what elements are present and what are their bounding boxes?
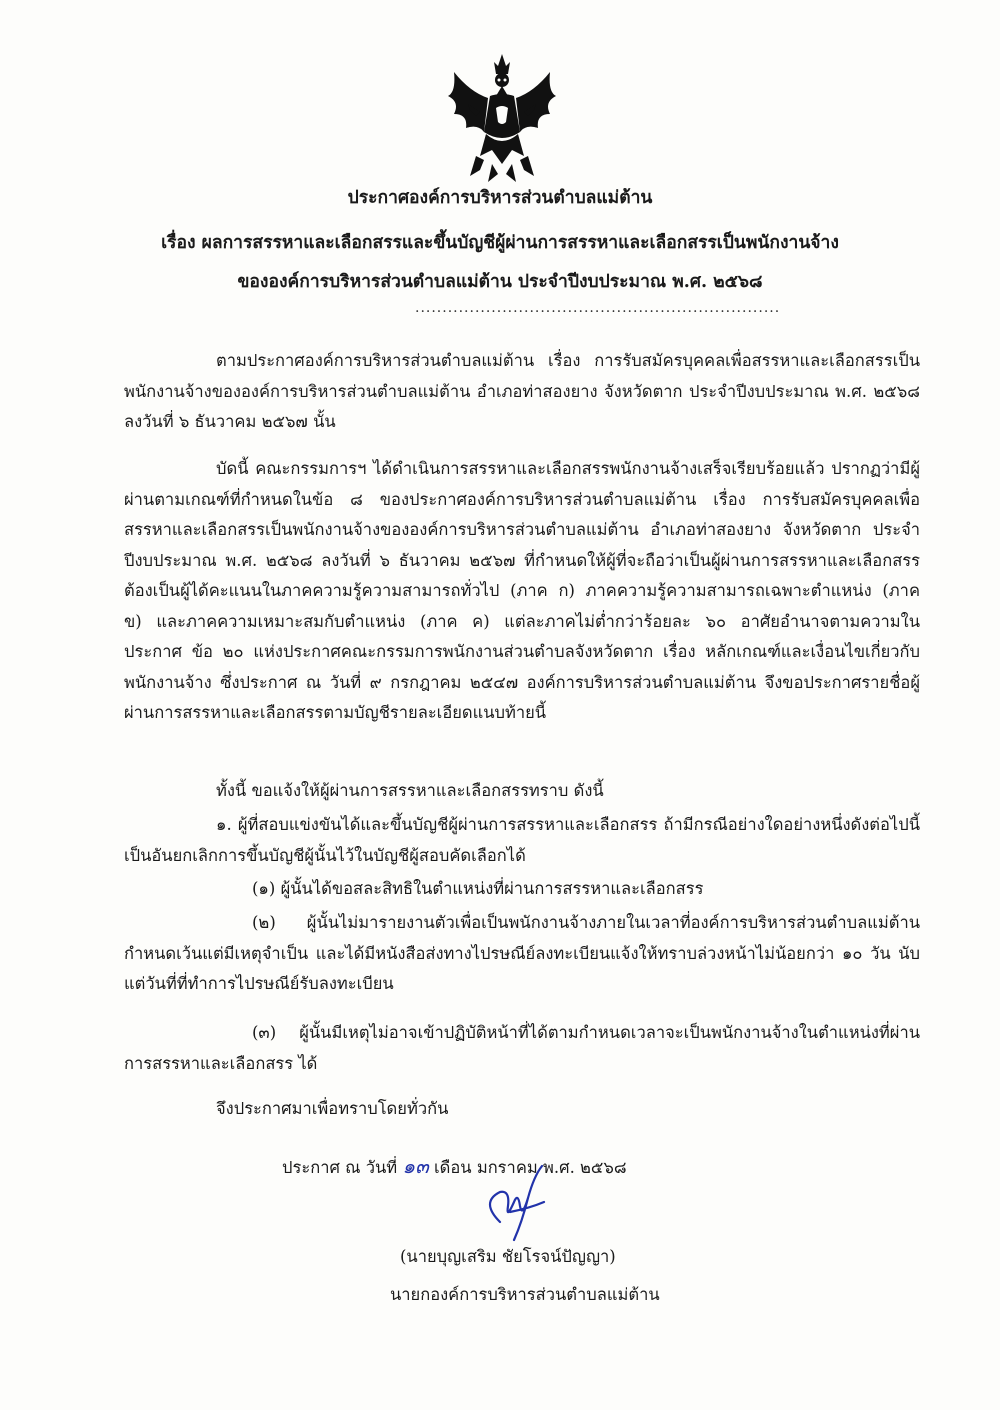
announcement-subject-line2: ขององค์การบริหารส่วนตำบลแม่ต้าน ประจำปีงบประมาณ พ.ศ. ๒๕๖๘ (237, 272, 763, 292)
garuda-emblem-icon (440, 52, 564, 184)
closing-text: จึงประกาศมาเพื่อทราบโดยทั่วกัน (216, 1099, 449, 1118)
paragraph-result: บัดนี้ คณะกรรมการฯ ได้ดำเนินการสรรหาและเลือกสรรพนักงานจ้างเสร็จเรียบร้อยแล้ว ปรากฏว่ามีผู้ผ่านตามเกณฑ์ที่กำหนดในข้อ ๘ ของประกาศองค์การบริหารส่วนตำบลแม่ต้าน เรื่อง การรับสมัครบุคคลเพื่อสรรหาและเลือกสรรเป็นพนักงานจ้างขององค์การบริหารส่วนตำบลแม่ต้าน อำเภอท่าสองยาง จังหวัดตาก ประจำปีงบประมาณ พ.ศ. ๒๕๖๘ ลงวันที่ ๖ ธันวาคม ๒๕๖๗ ที่กำหนดให้ผู้ที่จะถือว่าเป็นผู้ผ่านการสรรหาและเลือกสรรต้องเป็นผู้ได้คะแนนในภาคความรู้ความสามารถทั่วไป (ภาค ก) ภาคความรู้ความสามารถเฉพาะตำแหน่ง (ภาค ข) และภาคความเหมาะสมกับตำแหน่ง (ภาค ค) แต่ละภาคไม่ต่ำกว่าร้อยละ ๖๐ อาศัยอำนาจตามความในประกาศ ข้อ ๒๐ แห่งประกาศคณะกรรมการพนักงานส่วนตำบลจังหวัดตาก เรื่อง หลักเกณฑ์และเงื่อนไขเกี่ยวกับพนักงานจ้าง ซึ่งประกาศ ณ วันที่ ๙ กรกฎาคม ๒๕๔๗ องค์การบริหารส่วนตำบลแม่ต้าน จึงขอประกาศรายชื่อผู้ผ่านการสรรหาและเลือกสรรตามบัญชีรายละเอียดแนบท้ายนี้ (124, 459, 920, 722)
signature-icon (470, 1162, 570, 1242)
dateline-day: ๑๓ (402, 1154, 429, 1178)
list-item: (๓) ผู้นั้นมีเหตุไม่อาจเข้าปฏิบัติหน้าที่ได้ตามกำหนดเวลาจะเป็นพนักงานจ้างในตำแหน่งที่ผ่านการสรรหาและเลือกสรร ได้ (124, 1023, 920, 1073)
dateline (282, 1150, 627, 1182)
signer-name: (นายบุญเสริม ชัยโรจน์ปัญญา) (400, 1247, 616, 1266)
list-item: (๒) ผู้นั้นไม่มารายงานตัวเพื่อเป็นพนักงานจ้างภายในเวลาที่องค์การบริหารส่วนตำบลแม่ต้านกำหนดเว้นแต่มีเหตุจำเป็น และได้มีหนังสือส่งทางไปรษณีย์ลงทะเบียนแจ้งให้ทราบล่วงหน้าไม่น้อยกว่า ๑๐ วัน นับแต่วันที่ที่ทำการไปรษณีย์รับลงทะเบียน (124, 913, 920, 993)
dateline-month: เดือน มกราคม พ.ศ. ๒๕๖๘ (434, 1158, 627, 1177)
paragraph-reference: ตามประกาศองค์การบริหารส่วนตำบลแม่ต้าน เรื่อง การรับสมัครบุคคลเพื่อสรรหาและเลือกสรรเป็นพนักงานจ้างขององค์การบริหารส่วนตำบลแม่ต้าน อำเภอท่าสองยาง จังหวัดตาก ประจำปีงบประมาณ พ.ศ. ๒๕๖๘ ลงวันที่ ๖ ธันวาคม ๒๕๖๗ นั้น (124, 351, 920, 431)
list-item: (๑) ผู้นั้นได้ขอสละสิทธิในตำแหน่งที่ผ่านการสรรหาและเลือกสรร (252, 879, 704, 898)
announcement-subject: เรื่อง ผลการสรรหาและเลือกสรรและขึ้นบัญชีผู้ผ่านการสรรหาและเลือกสรรเป็นพนักงานจ้าง (161, 233, 839, 253)
paragraph-condition: ๑. ผู้ที่สอบแข่งขันได้และขึ้นบัญชีผู้ผ่านการสรรหาและเลือกสรร ถ้ามีกรณีอย่างใดอย่างหนึ่งดังต่อไปนี้ เป็นอันยกเลิกการขึ้นบัญชีผู้นั้นไว้ในบัญชีผู้สอบคัดเลือกได้ (124, 815, 920, 865)
signer-position: นายกองค์การบริหารส่วนตำบลแม่ต้าน (390, 1285, 660, 1304)
paragraph-notice: ทั้งนี้ ขอแจ้งให้ผู้ผ่านการสรรหาและเลือกสรรทราบ ดังนี้ (216, 781, 604, 800)
announcement-issuer: ประกาศองค์การบริหารส่วนตำบลแม่ต้าน (347, 188, 653, 208)
separator: ................................................................... (415, 300, 781, 316)
dateline-prefix: ประกาศ ณ วันที่ (282, 1158, 398, 1177)
